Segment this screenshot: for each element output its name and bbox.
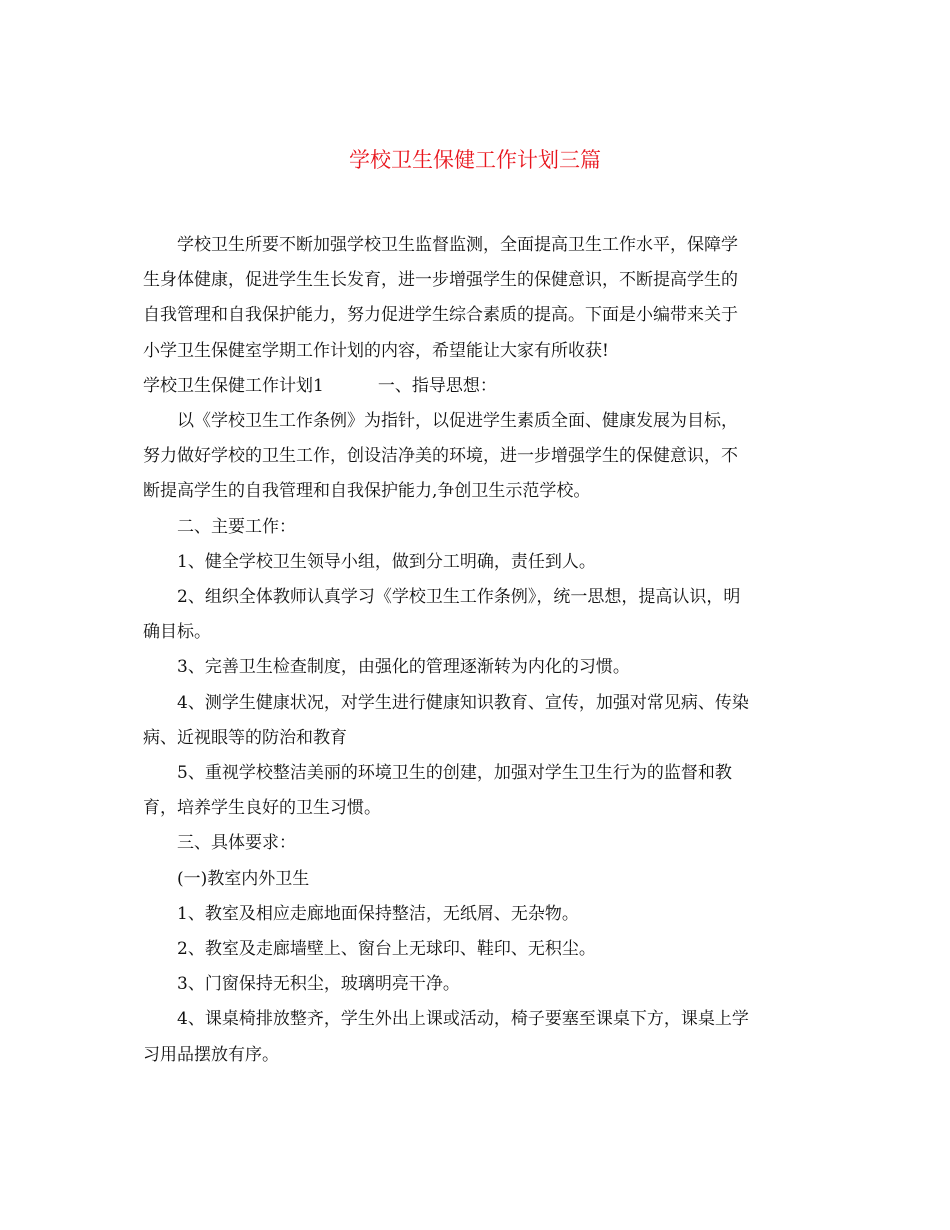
work-item xyxy=(143,756,808,826)
work-item-line: 病、近视眼等的防治和教育 xyxy=(143,727,347,748)
plan-heading: 学校卫生保健工作计划1 xyxy=(143,375,324,396)
guiding-line: 以《学校卫生工作条例》为指针，以促进学生素质全面、健康发展为目标， xyxy=(177,411,738,432)
classroom-item xyxy=(143,967,808,1002)
intro-line: 生身体健康，促进学生生长发育，进一步增强学生的保健意识，不断提高学生的 xyxy=(143,270,738,291)
document-title: 学校卫生保健工作计划三篇 xyxy=(349,148,601,172)
guiding-paragraph xyxy=(143,404,808,510)
classroom-item-line: 1、教室及相应走廊地面保持整洁，无纸屑、无杂物。 xyxy=(177,903,579,924)
work-item-line: 4、测学生健康状况，对学生进行健康知识教育、宣传，加强对常见病、传染 xyxy=(177,692,749,713)
work-item-line: 5、重视学校整洁美丽的环境卫生的创建，加强对学生卫生行为的监督和教 xyxy=(177,763,732,784)
section-heading-main-work: 二、主要工作： xyxy=(177,516,296,537)
guiding-line: 断提高学生的自我管理和自我保护能力,争创卫生示范学校。 xyxy=(143,481,591,502)
classroom-item xyxy=(143,897,808,932)
classroom-item xyxy=(143,1002,808,1072)
work-item xyxy=(143,545,808,580)
plan-heading-line xyxy=(143,369,808,404)
work-item xyxy=(143,686,808,756)
subsection-heading-classroom: (一)教室内外卫生 xyxy=(177,868,310,889)
document-body xyxy=(143,228,808,1073)
section-heading-requirements: 三、具体要求： xyxy=(177,833,296,854)
work-item xyxy=(143,650,808,685)
work-item-line: 确目标。 xyxy=(143,622,211,643)
classroom-item-line: 习用品摆放有序。 xyxy=(143,1044,279,1065)
intro-line: 小学卫生保健室学期工作计划的内容，希望能让大家有所收获! xyxy=(143,340,609,361)
intro-line: 自我管理和自我保护能力，努力促进学生综合素质的提高。下面是小编带来关于 xyxy=(143,305,738,326)
intro-paragraph xyxy=(143,228,808,369)
work-item-line: 3、完善卫生检查制度，由强化的管理逐渐转为内化的习惯。 xyxy=(177,657,630,678)
work-item xyxy=(143,580,808,650)
work-item-line: 2、组织全体教师认真学习《学校卫生工作条例》，统一思想，提高认识，明 xyxy=(177,587,741,608)
guiding-line: 努力做好学校的卫生工作，创设洁净美的环境，进一步增强学生的保健意识，不 xyxy=(143,446,738,467)
work-item-line: 1、健全学校卫生领导小组，做到分工明确，责任到人。 xyxy=(177,551,596,572)
section-heading-guiding: 一、指导思想： xyxy=(377,375,497,396)
intro-line: 学校卫生所要不断加强学校卫生监督监测，全面提高卫生工作水平，保障学 xyxy=(177,235,738,255)
classroom-item-line: 2、教室及走廊墙壁上、窗台上无球印、鞋印、无积尘。 xyxy=(177,939,596,960)
classroom-item xyxy=(143,932,808,967)
classroom-item-line: 4、课桌椅排放整齐，学生外出上课或活动，椅子要塞至课桌下方，课桌上学 xyxy=(177,1009,749,1030)
classroom-item-line: 3、门窗保持无积尘，玻璃明亮干净。 xyxy=(177,974,460,995)
work-item-line: 育，培养学生良好的卫生习惯。 xyxy=(143,798,381,819)
